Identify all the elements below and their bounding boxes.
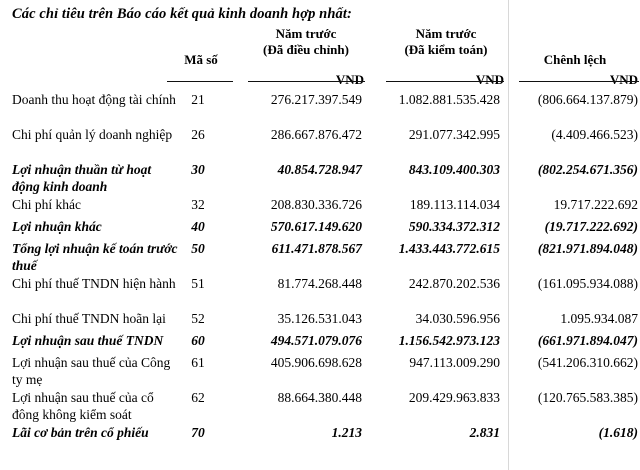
table-row [0,311,640,333]
column-header-code: Mã số [184,52,218,67]
row-value-adjusted: 286.667.876.472 [270,127,362,142]
column-unit-adjusted: VND [335,72,364,87]
row-value-difference: (4.409.466.523) [551,127,638,142]
row-code: 26 [191,127,205,142]
header-rule-adjusted [248,81,365,82]
row-value-audited: 1.082.881.535.428 [398,92,500,107]
header-rule-code [167,81,233,82]
row-label: Chi phí thuế TNDN hoãn lại [12,311,166,326]
table-row [0,219,640,241]
row-label: Chi phí quản lý doanh nghiệp [12,127,173,142]
row-label: Lợi nhuận thuần từ hoạt động kinh doanh [12,162,152,194]
row-value-adjusted: 88.664.380.448 [277,390,362,405]
row-label: Lợi nhuận sau thuế của cổ đông không kiểm soát [12,390,154,422]
column-unit-difference: VND [609,72,638,87]
row-value-audited: 2.831 [469,425,500,440]
row-value-adjusted: 611.471.878.567 [271,241,362,256]
header-rule-audited [386,81,504,82]
row-value-difference: 1.095.934.087 [560,311,638,326]
row-value-difference: (161.095.934.088) [537,276,638,291]
row-value-difference: (806.664.137.879) [537,92,638,107]
row-label: Chi phí khác [12,197,81,212]
header-rule-difference [519,81,639,82]
row-value-audited: 34.030.596.956 [415,311,500,326]
row-label: Doanh thu hoạt động tài chính [12,92,176,107]
row-value-difference: (541.206.310.662) [537,355,638,370]
column-header-adjusted-line2: (Đã điều chỉnh) [263,41,349,57]
row-value-audited: 291.077.342.995 [408,127,500,142]
row-value-difference: (19.717.222.692) [544,219,638,234]
table-body [0,92,640,447]
row-value-audited: 242.870.202.536 [408,276,500,291]
row-value-adjusted: 405.906.698.628 [270,355,362,370]
row-label: Chi phí thuế TNDN hiện hành [12,276,176,291]
row-value-adjusted: 1.213 [331,425,362,440]
column-header-difference: Chênh lệch [543,52,607,67]
row-code: 70 [191,425,205,440]
row-value-audited: 590.334.372.312 [408,219,500,234]
table-row [0,355,640,390]
row-value-adjusted: 276.217.397.549 [270,92,362,107]
column-header-audited [388,26,504,57]
row-value-adjusted: 494.571.079.076 [270,333,362,348]
column-header-audited-line1: Năm trước [415,26,477,41]
row-value-audited: 1.156.542.973.123 [398,333,500,348]
row-value-adjusted: 570.617.149.620 [270,219,362,234]
row-code: 50 [191,241,205,256]
row-code: 21 [191,92,205,107]
row-label: Lãi cơ bản trên cổ phiếu [12,425,149,440]
table-header [0,26,640,86]
table-row [0,92,640,127]
row-value-adjusted: 35.126.531.043 [277,311,362,326]
row-label: Tổng lợi nhuận kế toán trước thuế [12,241,178,273]
column-header-adjusted-line1: Năm trước [275,26,337,41]
row-value-adjusted: 40.854.728.947 [277,162,362,177]
table-row [0,390,640,425]
row-value-adjusted: 208.830.336.726 [270,197,362,212]
row-value-audited: 209.429.963.833 [408,390,500,405]
row-value-difference: (1.618) [598,425,638,440]
row-label: Lợi nhuận sau thuế TNDN [12,333,164,348]
page-title: Các chỉ tiêu trên Báo cáo kết quả kinh doanh hợp nhất: [12,6,352,22]
row-value-difference: (661.971.894.047) [537,333,638,348]
row-code: 61 [191,355,205,370]
row-label: Lợi nhuận sau thuế của Công ty mẹ [12,355,171,387]
row-label: Lợi nhuận khác [12,219,102,234]
row-code: 30 [191,162,205,177]
table-row [0,333,640,355]
row-value-difference: (802.254.671.356) [537,162,638,177]
column-header-audited-line2: (Đã kiểm toán) [404,41,488,57]
column-unit-audited: VND [475,72,504,87]
row-value-audited: 1.433.443.772.615 [398,241,500,256]
row-code: 60 [191,333,205,348]
column-header-adjusted [248,26,364,57]
table-row [0,425,640,447]
row-value-adjusted: 81.774.268.448 [277,276,362,291]
row-value-difference: 19.717.222.692 [553,197,638,212]
table-row [0,162,640,197]
row-value-audited: 947.113.009.290 [409,355,500,370]
row-value-audited: 843.109.400.303 [408,162,500,177]
table-row [0,241,640,276]
row-code: 32 [191,197,205,212]
row-code: 62 [191,390,205,405]
row-code: 52 [191,311,205,326]
table-row [0,127,640,162]
table-row [0,197,640,219]
row-code: 51 [191,276,205,291]
table-row [0,276,640,311]
row-value-difference: (821.971.894.048) [537,241,638,256]
row-value-audited: 189.113.114.034 [409,197,500,212]
row-value-difference: (120.765.583.385) [537,390,638,405]
row-code: 40 [191,219,205,234]
